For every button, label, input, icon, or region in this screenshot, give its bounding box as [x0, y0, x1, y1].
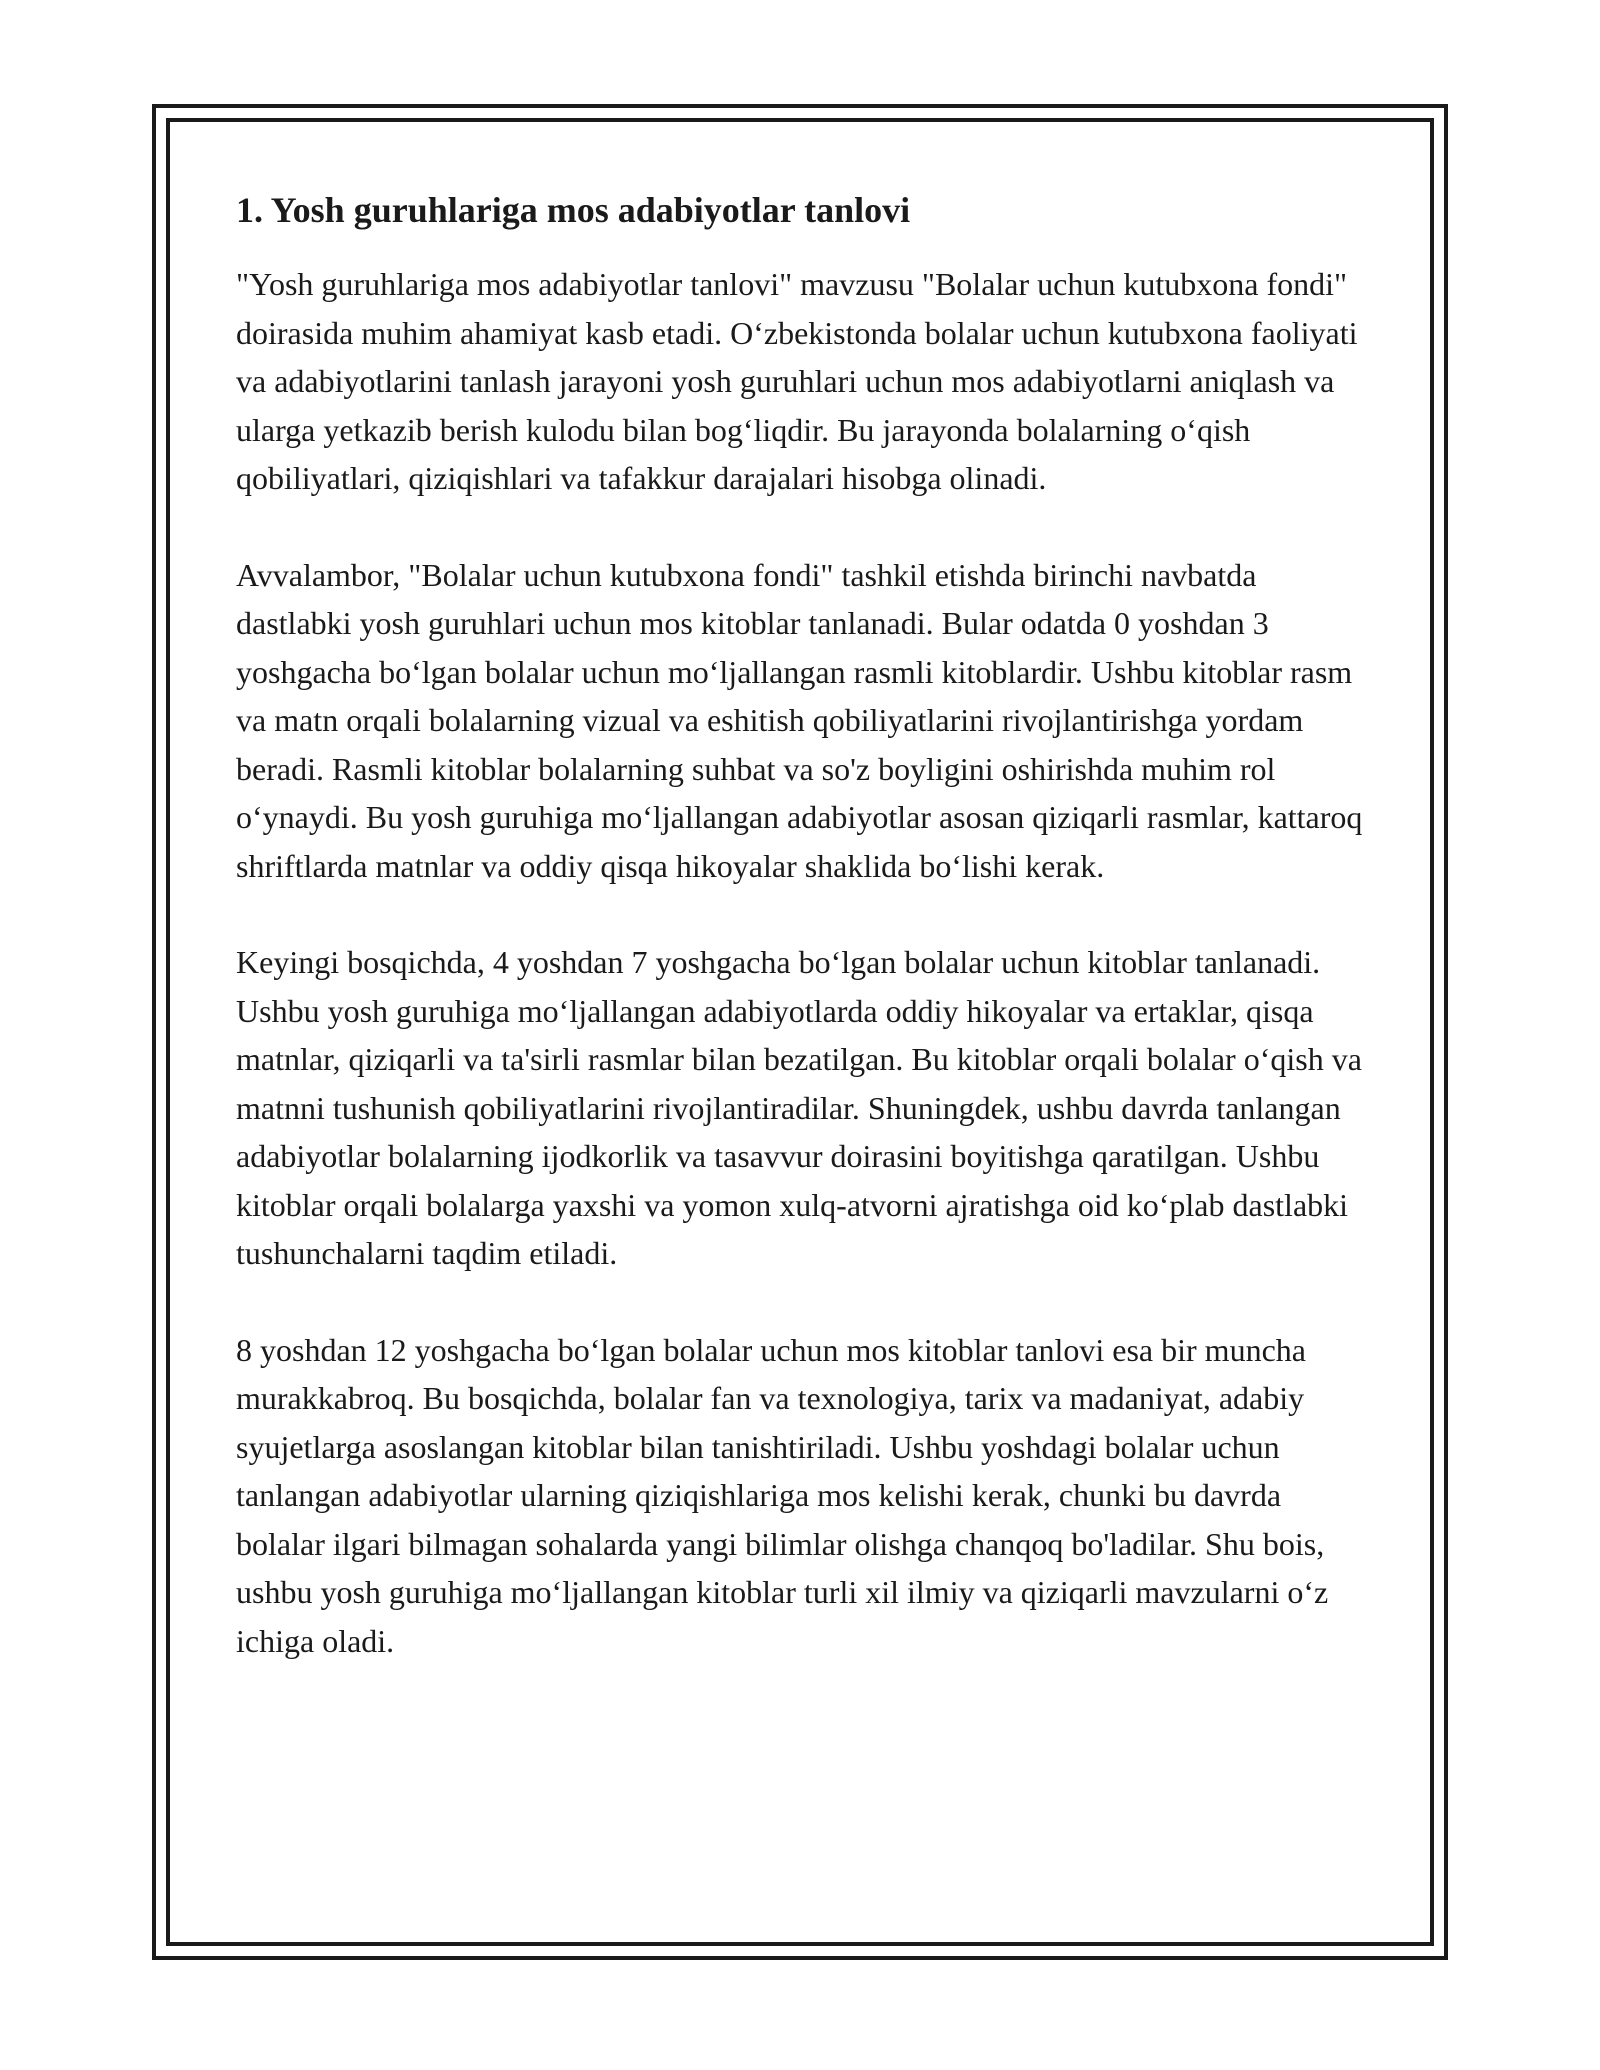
paragraph-age-0-3: Avvalambor, "Bolalar uchun kutubxona fondi" tashkil etishda birinchi navbatda dastlabki yosh guruhlari uchun mos kitoblar tanlanadi. Bular odatda 0 yoshdan 3 yoshgacha boʻlgan bolalar uchun moʻljallangan rasmli kitoblardir. Ushbu kitoblar rasm va matn orqali bolalarning vizual va eshitish qobiliyatlarini rivojlantirishga yordam beradi. Rasmli kitoblar bolalarning suhbat va so'z boyligini oshirishda muhim rol oʻynaydi. Bu yosh guruhiga moʻljallangan adabiyotlar asosan qiziqarli rasmlar, kattaroq shriftlarda matnlar va oddiy qisqa hikoyalar shaklida boʻlishi kerak.	[236, 556, 1363, 884]
section-heading: 1. Yosh guruhlariga mos adabiyotlar tanlovi	[236, 190, 911, 230]
paragraph-intro: "Yosh guruhlariga mos adabiyotlar tanlovi" mavzusu "Bolalar uchun kutubxona fondi" doirasida muhim ahamiyat kasb etadi. Oʻzbekistonda bolalar uchun kutubxona faoliyati va adabiyotlarini tanlash jarayoni yosh guruhlari uchun mos adabiyotlarni aniqlash va ularga yetkazib berish kulodu bilan bogʻliqdir. Bu jarayonda bolalarning oʻqish qobiliyatlari, qiziqishlari va tafakkur darajalari hisobga olinadi.	[236, 266, 1358, 496]
document-body	[236, 188, 1376, 1713]
paragraph-age-4-7: Keyingi bosqichda, 4 yoshdan 7 yoshgacha boʻlgan bolalar uchun kitoblar tanlanadi. Ushbu yosh guruhiga moʻljallangan adabiyotlarda oddiy hikoyalar va ertaklar, qisqa matnlar, qiziqarli va ta'sirli rasmlar bilan bezatilgan. Bu kitoblar orqali bolalar oʻqish va matnni tushunish qobiliyatlarini rivojlantiradilar. Shuningdek, ushbu davrda tanlangan adabiyotlar bolalarning ijodkorlik va tasavvur doirasini boyitishga qaratilgan. Ushbu kitoblar orqali bolalarga yaxshi va yomon xulq-atvorni ajratishga oid koʻplab dastlabki tushunchalarni taqdim etiladi.	[236, 944, 1362, 1271]
paragraph-age-8-12: 8 yoshdan 12 yoshgacha boʻlgan bolalar uchun mos kitoblar tanlovi esa bir muncha murakkabroq. Bu bosqichda, bolalar fan va texnologiya, tarix va madaniyat, adabiy syujetlarga asoslangan kitoblar bilan tanishtiriladi. Ushbu yoshdagi bolalar uchun tanlangan adabiyotlar ularning qiziqishlariga mos kelishi kerak, chunki bu davrda bolalar ilgari bilmagan sohalarda yangi bilimlar olishga chanqoq bo'ladilar. Shu bois, ushbu yosh guruhiga moʻljallangan kitoblar turli xil ilmiy va qiziqarli mavzularni oʻz ichiga oladi.	[236, 1331, 1329, 1659]
